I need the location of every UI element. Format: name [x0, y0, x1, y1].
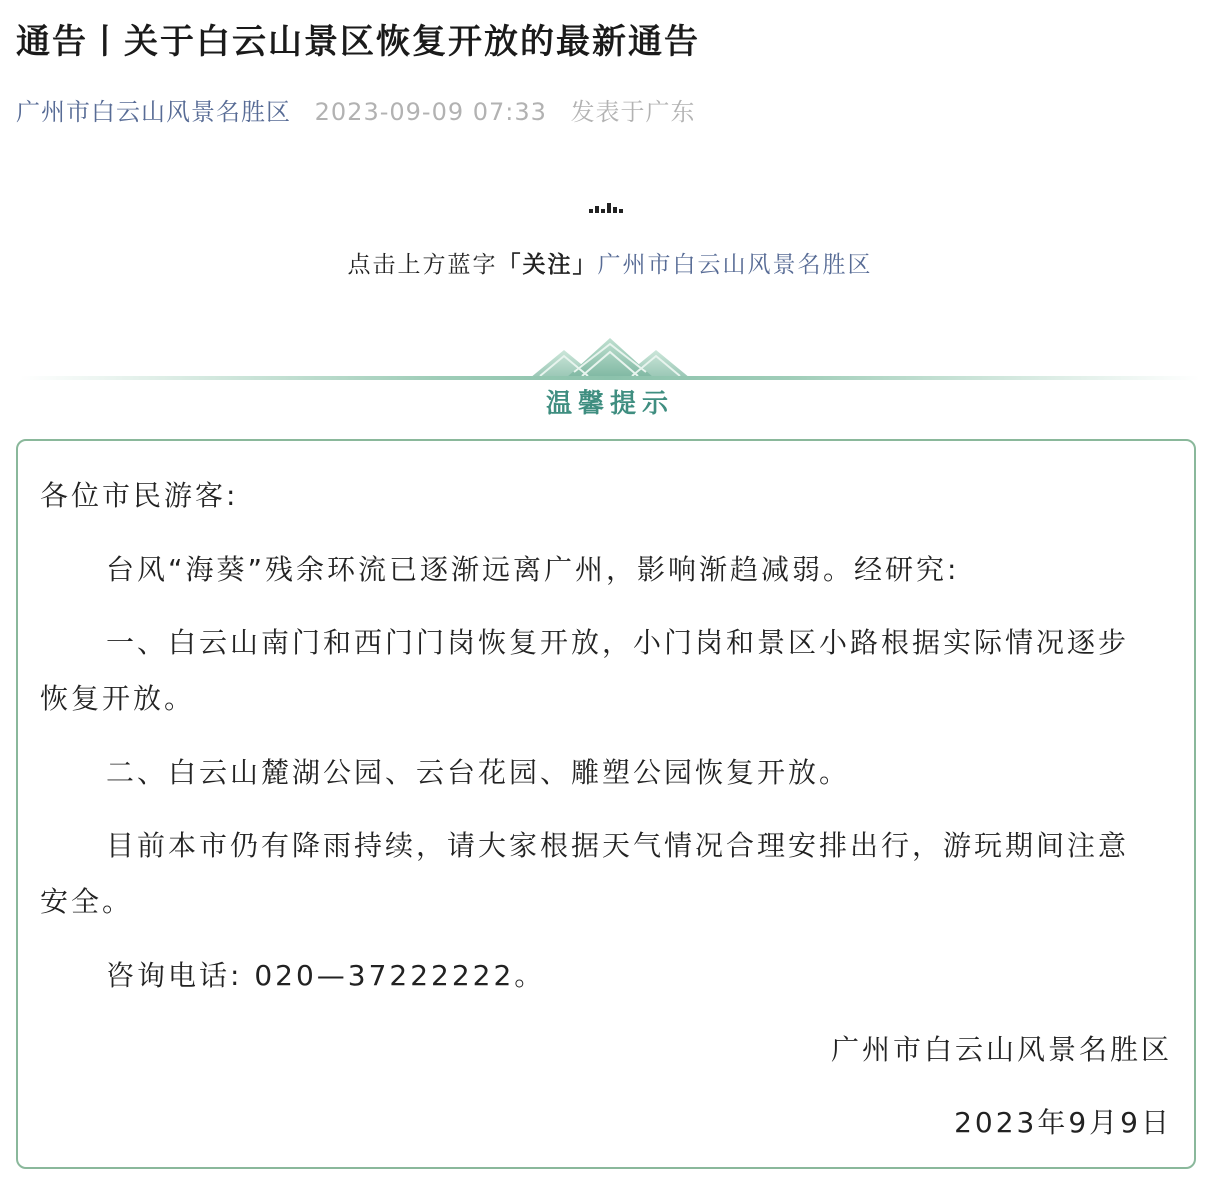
tip-heading: 温馨提示: [545, 389, 674, 419]
follow-account-link[interactable]: 广州市白云山风景名胜区: [597, 252, 873, 278]
salutation: 各位市民游客:: [40, 479, 239, 512]
publish-date: 2023-09-09 07:33: [314, 98, 547, 126]
account-name-link[interactable]: 广州市白云山风景名胜区: [16, 98, 291, 126]
follow-prefix: 点击上方蓝字: [347, 252, 498, 278]
article-title: 通告丨关于白云山景区恢复开放的最新通告: [16, 22, 700, 62]
signature-date: 2023年9月9日: [954, 1106, 1172, 1139]
article-meta: [16, 92, 696, 127]
item-1-line-2: 恢复开放。: [40, 682, 196, 715]
follow-emphasis: 「关注」: [497, 252, 598, 278]
reminder-line-1: 目前本市仍有降雨持续，请大家根据天气情况合理安排出行，游玩期间注意: [106, 829, 1130, 862]
item-1-line-1: 一、白云山南门和西门门岗恢复开放，小门岗和景区小路根据实际情况逐步: [106, 626, 1130, 659]
hotline: 咨询电话: 020—37222222。: [106, 959, 546, 992]
dots-bars-icon: [589, 201, 629, 215]
item-2: 二、白云山麓湖公园、云台花园、雕塑公园恢复开放。: [106, 756, 851, 789]
publish-location: 发表于广东: [570, 98, 696, 126]
signature: 广州市白云山风景名胜区: [830, 1033, 1172, 1066]
reminder-line-2: 安全。: [40, 885, 134, 918]
intro-paragraph: 台风“海葵”残余环流已逐渐远离广州，影响渐趋减弱。经研究:: [106, 553, 960, 586]
section-divider: [20, 376, 1200, 380]
follow-banner: [0, 246, 1220, 279]
